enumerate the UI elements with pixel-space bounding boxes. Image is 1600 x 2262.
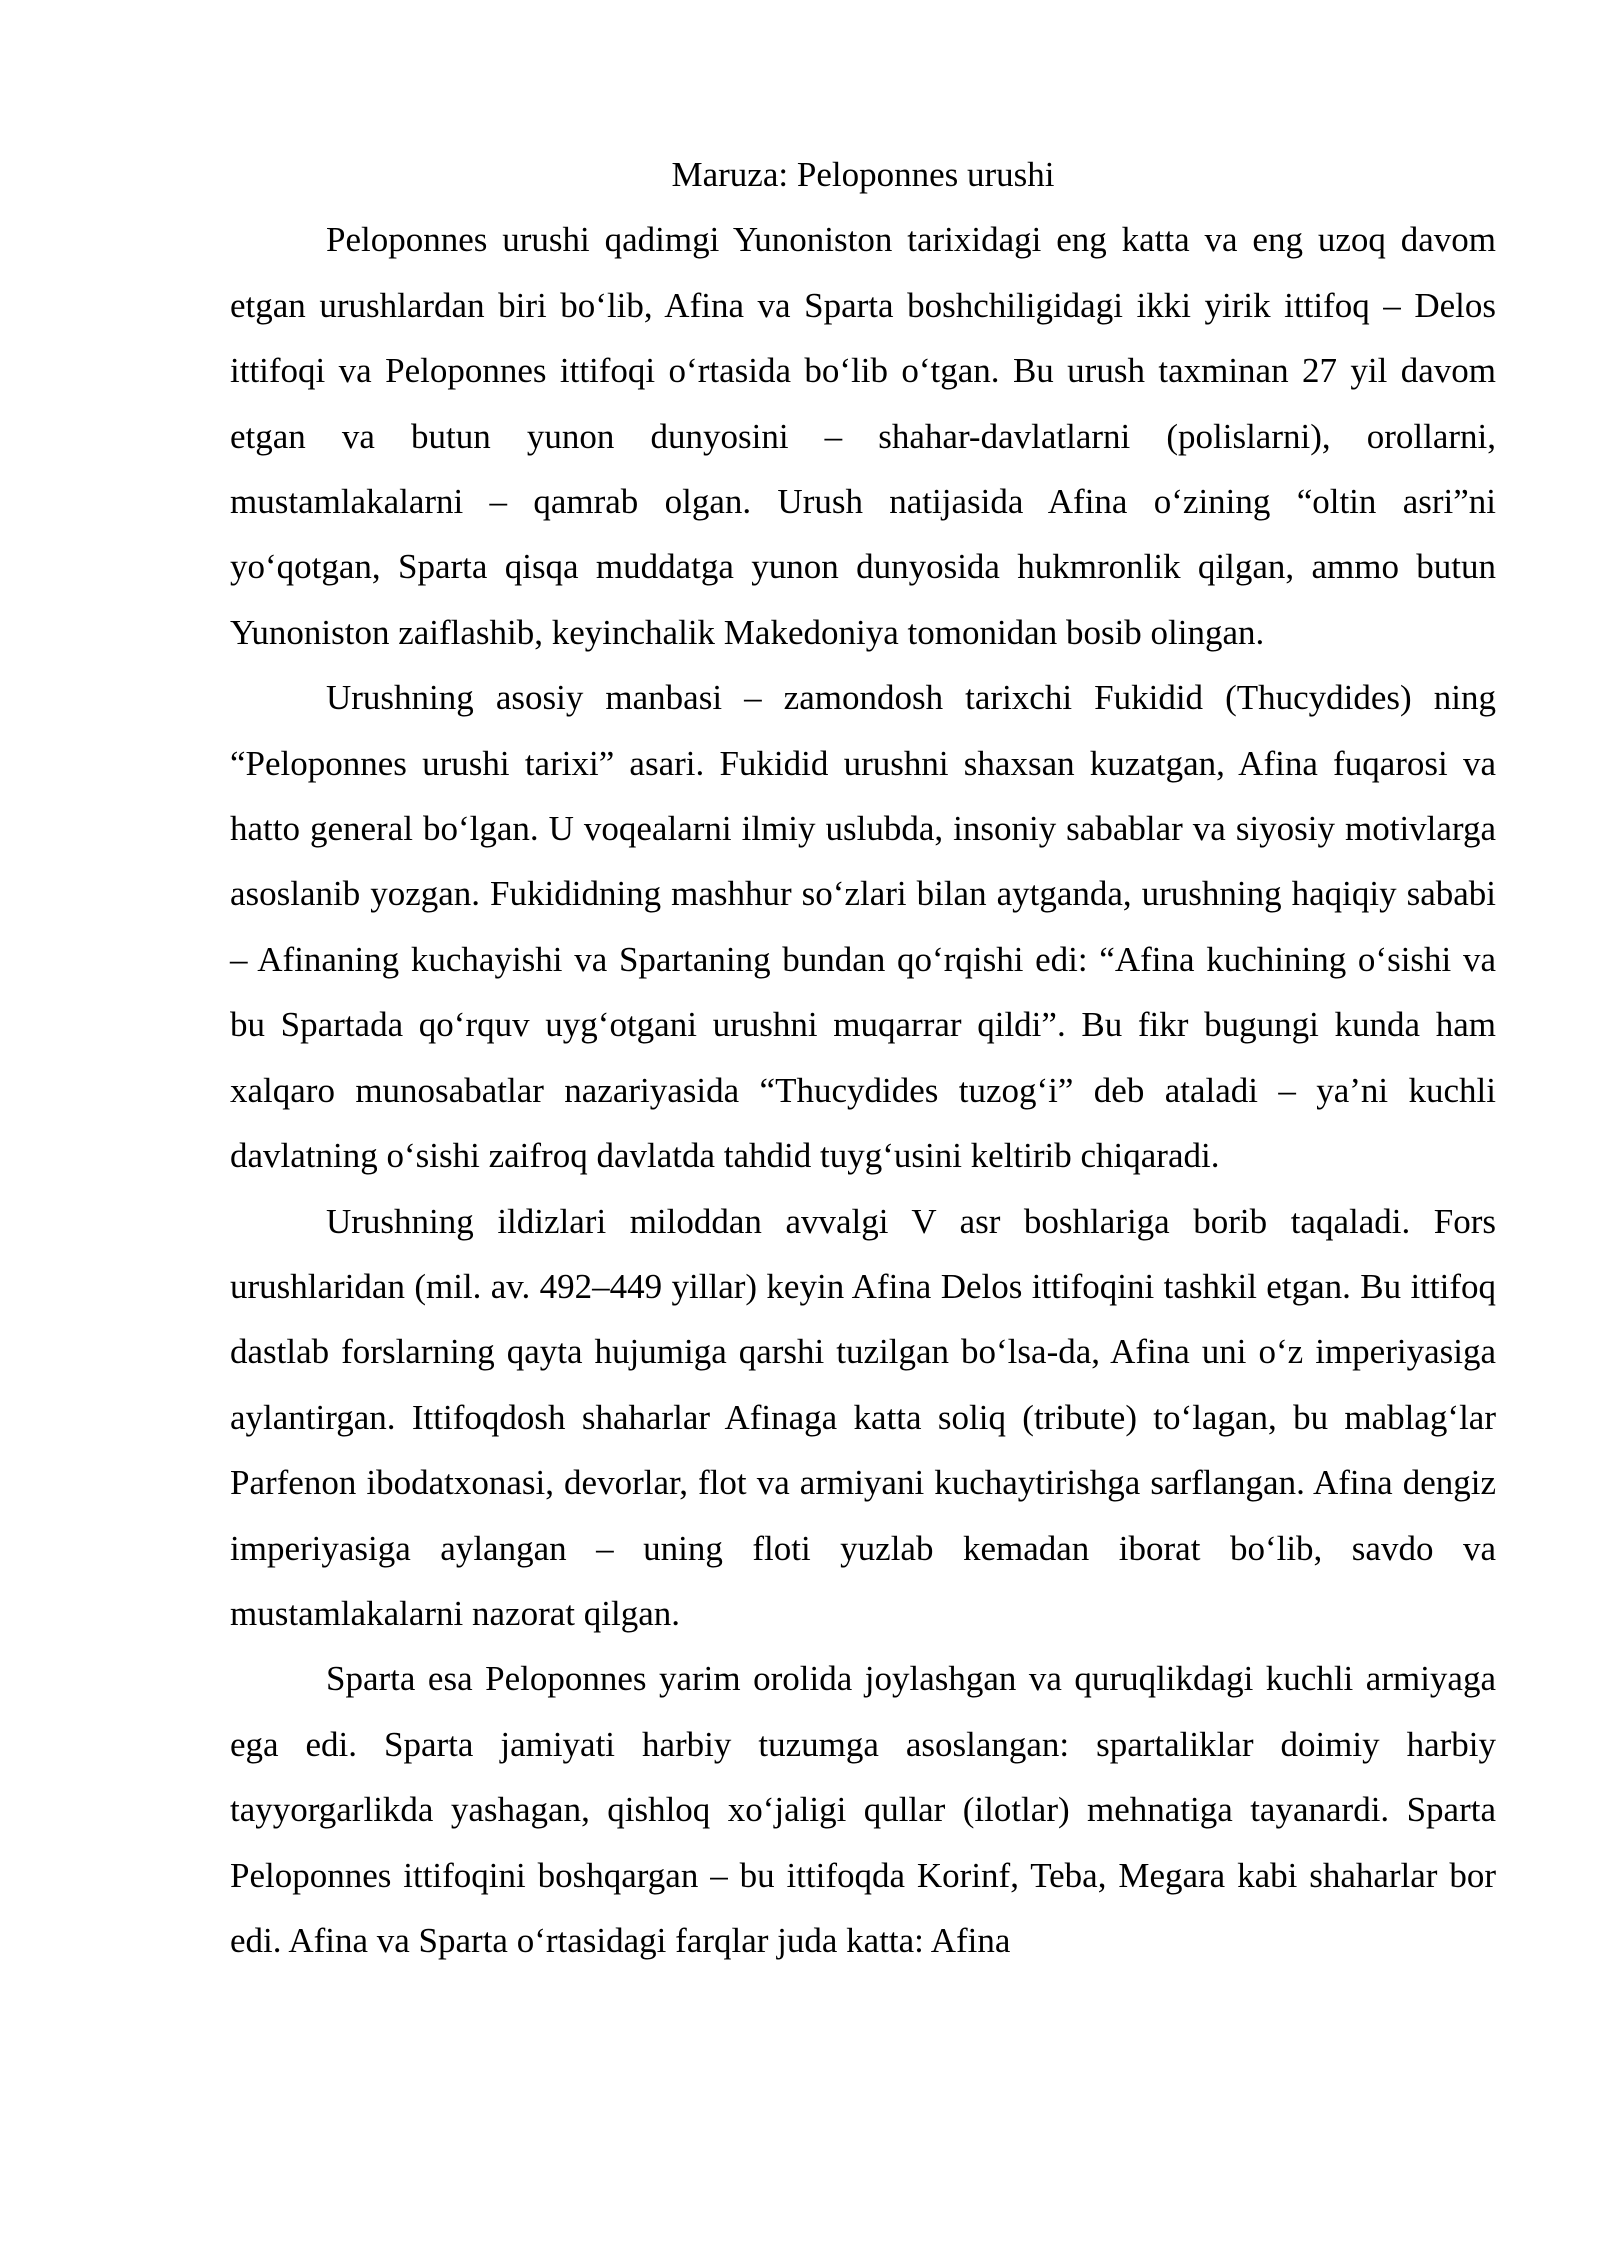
paragraph-intro: Peloponnes urushi qadimgi Yunoniston tarixidagi eng katta va eng uzoq davom etgan urushlardan biri bo‘lib, Afina va Sparta boshchiligidagi ikki yirik ittifoq – Delos ittifoqi va Peloponnes ittifoqi o‘rtasida bo‘lib o‘tgan. Bu urush taxminan 27 yil davom etgan va butun yunon dunyosini – shahar-davlatlarni (polislarni), orollarni, mustamlakalarni – qamrab olgan. Urush natijasida Afina o‘zining “oltin asri”ni yo‘qotgan, Sparta qisqa muddatga yunon dunyosida hukmronlik qilgan, ammo butun Yunoniston zaiflashib, keyinchalik Makedoniya tomonidan bosib olingan. [230,220,1496,652]
paragraph-sparta: Sparta esa Peloponnes yarim orolida joylashgan va quruqlikdagi kuchli armiyaga ega edi. Sparta jamiyati harbiy tuzumga asoslangan: spartaliklar doimiy harbiy tayyorgarlikda yashagan, qishloq xo‘jaligi qullar (ilotlar) mehnatiga tayanardi. Sparta Peloponnes ittifoqini boshqargan – bu ittifoqda Korinf, Teba, Megara kabi shaharlar bor edi. Afina va Sparta o‘rtasidagi farqlar juda katta: Afina [230,1659,1496,1960]
paragraph-roots: Urushning ildizlari miloddan avvalgi V asr boshlariga borib taqaladi. Fors urushlaridan (mil. av. 492–449 yillar) keyin Afina Delos ittifoqini tashkil etgan. Bu ittifoq dastlab forslarning qayta hujumiga qarshi tuzilgan bo‘lsa-da, Afina uni o‘z imperiyasiga aylantirgan. Ittifoqdosh shaharlar Afinaga katta soliq (tribute) to‘lagan, bu mablag‘lar Parfenon ibodatxonasi, devorlar, flot va armiyani kuchaytirishga sarflangan. Afina dengiz imperiyasiga aylangan – uning floti yuzlab kemadan iborat bo‘lib, savdo va mustamlakalarni nazorat qilgan. [230,1201,1496,1633]
document-body [230,142,1496,1973]
page-title: Maruza: Peloponnes urushi [671,155,1055,194]
paragraph-sources: Urushning asosiy manbasi – zamondosh tarixchi Fukidid (Thucydides) ning “Peloponnes urushi tarixi” asari. Fukidid urushni shaxsan kuzatgan, Afina fuqarosi va hatto general bo‘lgan. U voqealarni ilmiy uslubda, insoniy sabablar va siyosiy motivlarga asoslanib yozgan. Fukididning mashhur so‘zlari bilan aytganda, urushning haqiqiy sababi – Afinaning kuchayishi va Spartaning bundan qo‘rqishi edi: “Afina kuchining o‘sishi va bu Spartada qo‘rquv uyg‘otgani urushni muqarrar qildi”. Bu fikr bugungi kunda ham xalqaro munosabatlar nazariyasida “Thucydides tuzog‘i” deb ataladi – ya’ni kuchli davlatning o‘sishi zaifroq davlatda tahdid tuyg‘usini keltirib chiqaradi. [230,678,1496,1176]
